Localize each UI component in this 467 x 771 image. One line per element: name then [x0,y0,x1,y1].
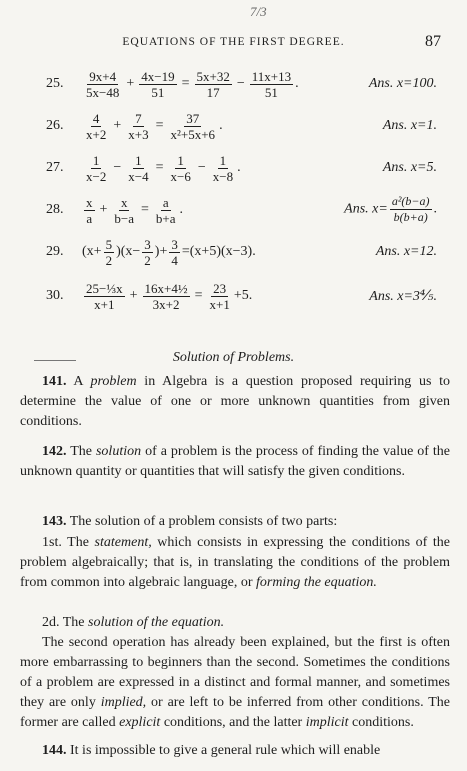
answer: Ans. x=12. [375,244,437,259]
handwritten-mark: 7/3 [250,4,267,19]
paragraph-143-second: 2d. The solution of the equation. [42,615,225,630]
answer: Ans. x=1. [382,118,437,133]
section-subheading: Solution of Problems. [172,350,295,365]
equation: $\frac{x}{a}$ + $\frac{x}{b-a}$ = $\frac{a}{b+a}$ . [86,194,184,226]
exercise-number: 27. [46,160,64,175]
exercise-27 [0,150,467,186]
exercise-number: 28. [46,202,64,217]
exercise-number: 25. [46,76,64,91]
equation: (x+ $\frac{5}{2}$ )(x− $\frac{3}{2}$ )+ $\frac{3}{4}$ =(x+5)(x−3). [82,236,256,268]
paragraph-141: 141. A problem in Algebra is a question proposed requiring us to determine the value of one or more unknown quantities from given conditions. [20,374,450,429]
fraction: $\frac{\text{25−⅓x}}{x+1}$ [86,280,123,312]
equation: $\frac{4}{x+2}$ + $\frac{7}{x+3}$ = $\frac{37}{\text{x²+5x+6}}$ . [86,110,223,142]
paragraph-142: 142. The solution of a problem is the process of finding the value of the unknown quantity or quantities that will satisfy the given conditions. [20,444,451,479]
exercise-26 [0,108,467,144]
paragraph-143-first: 1st. The statement, which consists in expressing the conditions of the problem algebraically; that is, in translating the conditions of the problem from common into algebraic language, or forming the equation. [20,535,450,590]
fraction: $\frac{11x+13}{51}$ [251,68,292,100]
running-header [0,33,467,54]
paragraph-143-explanation: The second operation has already been explained, but the first is often more embarrassing to beginners than the second. Sometimes the conditions of a problem are expressed in a distinct and formal manner, and sometimes they are only implied, or are left to be inferred from other conditions. The former are called explicit conditions, and the latter implicit conditions. [20,635,450,730]
fraction: $\frac{9x+4}{5x-48}$ [86,68,120,100]
fraction: $\frac{1}{x-6}$ [170,152,191,184]
fraction: $\frac{\text{a²(b−a)}}{b(b+a)}$ [391,194,430,224]
fraction: $\frac{5}{2}$ [105,236,113,268]
answer: Ans. x=3⅘. [369,289,437,304]
fraction: $\frac{1}{x-4}$ [128,152,149,184]
paragraph-144: 144. It is impossible to give a general rule which will enable [42,743,381,758]
exercise-number: 30. [46,288,64,303]
page-number: 87 [425,33,441,50]
fraction: $\frac{5x+32}{17}$ [196,68,230,100]
equation: $\frac{1}{x-2}$ − $\frac{1}{x-4}$ = $\frac{1}{x-6}$ − $\frac{1}{x-8}$ . [86,152,241,184]
fraction: $\frac{1}{x-8}$ [212,152,234,184]
fraction: $\frac{1}{x-2}$ [86,152,107,184]
equation: $\frac{\text{25−⅓x}}{x+1}$ + $\frac{\text{16x+4½}}{3x+2}$ = $\frac{23}{x+1}$ +5. [86,280,253,312]
exercise-29 [0,234,467,270]
exercise-30 [0,278,467,314]
fraction: $\frac{3}{4}$ [171,236,178,268]
answer: Ans. x= $\frac{\text{a²(b−a)}}{b(b+a)}$ . [344,194,437,224]
answer: Ans. x=100. [368,76,437,91]
page-header-title: EQUATIONS OF THE FIRST DEGREE. [122,36,345,48]
fraction: $\frac{7}{x+3}$ [128,110,149,142]
equation: $\frac{9x+4}{5x-48}$ + $\frac{4x-19}{51}$ = $\frac{5x+32}{17}$ − $\frac{11x+13}{51}$ . [86,68,299,100]
exercise-number: 29. [46,244,64,259]
fraction: $\frac{a}{b+a}$ [155,194,176,226]
exercise-28 [0,192,467,228]
fraction: $\frac{3}{2}$ [144,236,151,268]
fraction: $\frac{x}{b-a}$ [114,194,135,226]
fraction: $\frac{\text{16x+4½}}{3x+2}$ [144,280,188,312]
fraction: $\frac{37}{\text{x²+5x+6}}$ [170,110,216,142]
fraction: $\frac{23}{x+1}$ [209,280,230,312]
answer: Ans. x=5. [382,160,437,175]
exercise-number: 26. [46,118,64,133]
fraction: $\frac{4}{x+2}$ [86,110,107,142]
fraction: $\frac{x}{a}$ [86,194,93,226]
fraction: $\frac{4x-19}{51}$ [141,68,175,100]
exercise-25 [0,66,467,102]
paragraph-143: 143. The solution of a problem consists of two parts: [42,514,338,529]
